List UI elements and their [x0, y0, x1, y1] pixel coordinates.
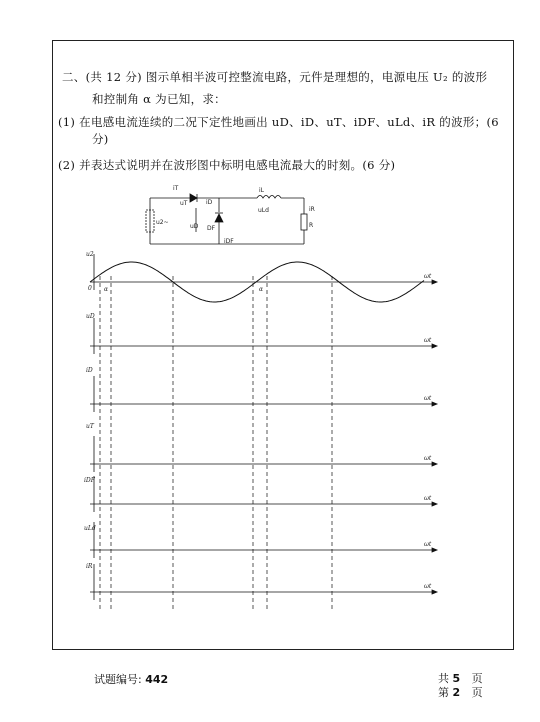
circuit-labels	[156, 185, 315, 245]
omega-label-7: ωt	[424, 583, 432, 590]
omega-label-4: ωt	[424, 455, 432, 462]
alpha-label-2: α	[259, 286, 264, 293]
current-page: 2	[452, 686, 461, 699]
total-pages: 5	[452, 672, 461, 685]
axis-label-uD: uD	[86, 313, 95, 320]
exam-code-value: 442	[145, 673, 169, 686]
axis-arrow-icon	[432, 502, 437, 506]
question-line-3b: 分)	[92, 132, 109, 146]
thyristor-icon	[190, 194, 197, 202]
label-DF: DF	[207, 225, 216, 232]
current-label: 第	[438, 686, 449, 699]
diode-icon	[215, 214, 223, 222]
question-line-4: (2) 并表达式说明并在波形图中标明电感电流最大的时刻。(6 分)	[58, 158, 396, 172]
axis-arrow-icon	[432, 280, 437, 284]
axis-label-uT: uT	[86, 423, 94, 430]
circuit-diagram	[146, 194, 307, 244]
resistor-icon	[301, 214, 307, 230]
page-current	[438, 684, 483, 700]
axis-label-iDF: iDF	[84, 477, 95, 484]
label-iR: iR	[309, 206, 315, 213]
alpha-label-1: α	[104, 286, 109, 293]
axis-label-uLd: uLd	[84, 525, 96, 532]
label-iL: iL	[259, 187, 265, 194]
question-line-2: 和控制角 α 为已知，求：	[92, 92, 226, 106]
label-iDF: iDF	[224, 238, 234, 245]
total-label: 共	[438, 672, 449, 685]
exam-code	[94, 671, 168, 687]
waveform-area	[84, 251, 437, 612]
exam-code-label: 试题编号:	[94, 673, 142, 686]
omega-label-2: ωt	[424, 337, 432, 344]
omega-label-6: ωt	[424, 541, 432, 548]
label-uT: uT	[180, 200, 188, 207]
label-R: R	[309, 222, 314, 229]
inductor-icon	[257, 196, 281, 199]
omega-label-1: ωt	[424, 273, 432, 280]
axis-arrow-icon	[432, 402, 437, 406]
axis-arrow-icon	[432, 548, 437, 552]
axis-arrow-icon	[432, 344, 437, 348]
question-line-1: 二、(共 12 分) 图示单相半波可控整流电路，元件是理想的，电源电压 U₂ 的波形	[62, 70, 488, 84]
total-unit: 页	[471, 672, 483, 685]
axis-arrow-icon	[432, 590, 437, 594]
label-uLd: uLd	[258, 207, 269, 214]
label-iT: iT	[173, 185, 179, 192]
omega-label-3: ωt	[424, 395, 432, 402]
label-u2: u2~	[156, 219, 169, 226]
current-unit: 页	[471, 686, 483, 699]
axis-label-iR: iR	[86, 563, 93, 570]
origin-label: 0	[88, 285, 92, 292]
label-iD: iD	[206, 199, 213, 206]
axis-label-iD: iD	[86, 367, 93, 374]
label-uD: uD	[190, 223, 199, 230]
question-line-3: (1) 在电感电流连续的二况下定性地画出 uD、iD、uT、iDF、uLd、iR 的波形；(6	[58, 115, 499, 129]
axis-label-u2: u2	[86, 251, 94, 258]
axis-arrow-icon	[432, 462, 437, 466]
omega-label-5: ωt	[424, 495, 432, 502]
